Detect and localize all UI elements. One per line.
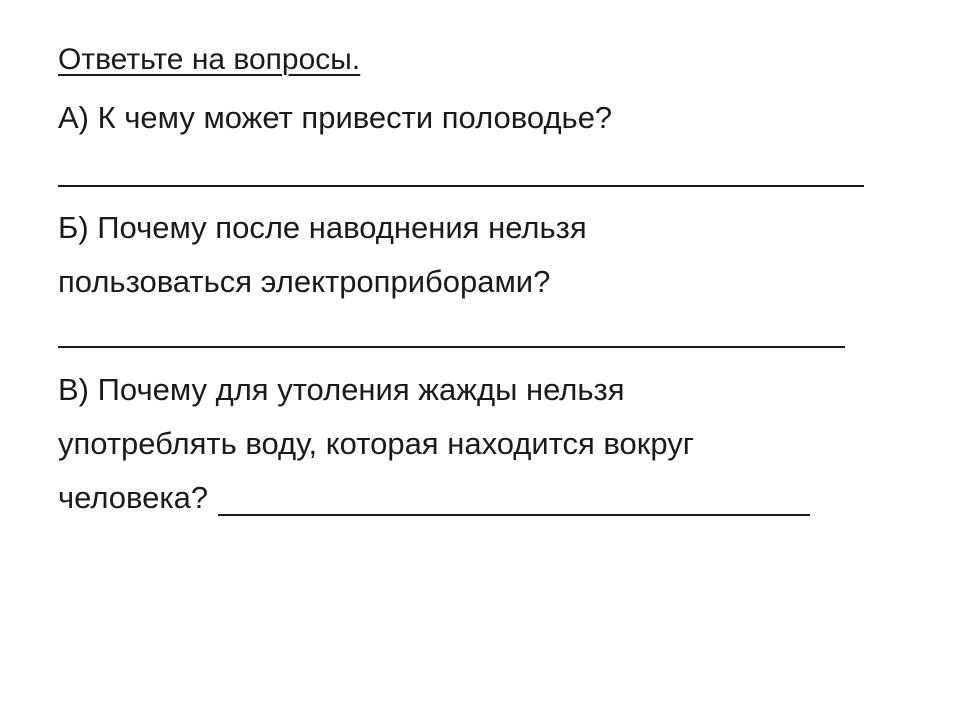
question-b-line1: Б) Почему после наводнения нельзя (58, 210, 587, 245)
answer-line-a[interactable] (58, 185, 864, 187)
question-b-line2: пользоваться электроприборами? (58, 264, 551, 299)
answer-line-c[interactable] (218, 514, 810, 516)
question-a: А) К чему может привести половодье? (58, 100, 613, 135)
question-c-line1: В) Почему для утоления жажды нельзя (58, 372, 625, 407)
question-c-line3: человека? (58, 480, 209, 515)
answer-line-b[interactable] (58, 346, 845, 348)
question-c-line2: употреблять воду, которая находится вокруг (58, 426, 695, 461)
worksheet-heading: Ответьте на вопросы. (58, 43, 361, 76)
question-c-line3-row (58, 478, 810, 518)
